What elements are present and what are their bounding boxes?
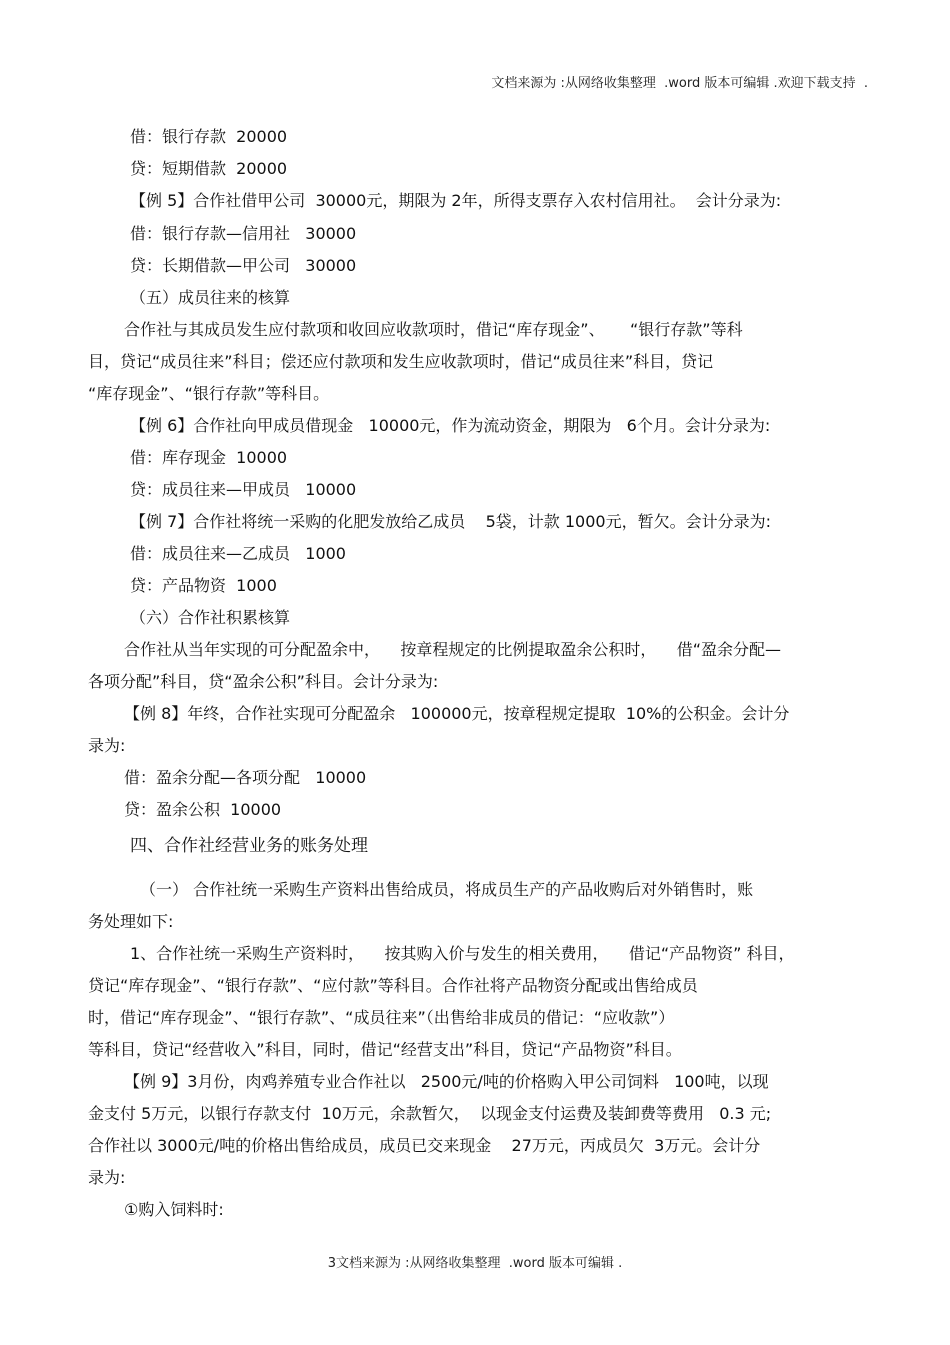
example-5-text: 【例 5】合作社借甲公司 30000元，期限为 2年，所得支票存入农村信用社。 会计分录为: xyxy=(130,191,782,210)
entry-credit-surplus-reserve: 贷：盈余公积 10000 xyxy=(124,800,282,819)
section-6-heading: （六）合作社积累核算 xyxy=(130,608,291,627)
paragraph-line: 等科目，贷记“经营收入”科目，同时，借记“经营支出”科目，贷记“产品物资”科目。 xyxy=(88,1040,682,1059)
paragraph-line: 录为: xyxy=(88,736,126,755)
entry-debit-bank-credit-union: 借：银行存款—信用社 30000 xyxy=(130,224,357,243)
paragraph-line: 合作社以 3000元/吨的价格出售给成员，成员已交来现金 27万元，丙成员欠 3万元。会计分 xyxy=(88,1136,761,1155)
entry-credit-product-materials: 贷：产品物资 1000 xyxy=(130,576,277,595)
paragraph-line: 各项分配”科目，贷“盈余公积”科目。会计分录为: xyxy=(88,672,439,691)
section-4-heading: 四、合作社经营业务的账务处理 xyxy=(130,836,368,856)
paragraph-line: 金支付 5万元，以银行存款支付 10万元，余款暂欠， 以现金支付运费及装卸费等费用 0.3 元; xyxy=(88,1104,772,1123)
example-8-text: 【例 8】年终，合作社实现可分配盈余 100000元，按章程规定提取 10%的公积金。会计分 xyxy=(124,704,790,723)
paragraph-line: 贷记“库存现金”、“银行存款”、“应付款”等科目。合作社将产品物资分配或出售给成员 xyxy=(88,976,698,995)
entry-debit-cash: 借：库存现金 10000 xyxy=(130,448,288,467)
paragraph-line: 合作社从当年实现的可分配盈余中， 按章程规定的比例提取盈余公积时， 借“盈余分配— xyxy=(124,640,781,659)
entry-credit-long-term-loan: 贷：长期借款—甲公司 30000 xyxy=(130,256,357,275)
paragraph-line: 合作社与其成员发生应付款项和收回应收款项时，借记“库存现金”、 “银行存款”等科 xyxy=(124,320,743,339)
section-5-heading: （五）成员往来的核算 xyxy=(130,288,291,307)
page-header: 文档来源为 :从网络收集整理 .word 版本可编辑 .欢迎下载支持 . xyxy=(491,76,868,91)
entry-credit-short-term-loan: 贷：短期借款 20000 xyxy=(130,159,288,178)
paragraph-line: 时，借记“库存现金”、“银行存款”、“成员往来”（出售给非成员的借记：“应收款”） xyxy=(88,1008,675,1027)
paragraph-line: 录为: xyxy=(88,1168,126,1187)
paragraph-line: “库存现金”、“银行存款”等科目。 xyxy=(88,384,330,403)
example-6-text: 【例 6】合作社向甲成员借现金 10000元，作为流动资金，期限为 6个月。会计分录为: xyxy=(130,416,771,435)
example-9-text: 【例 9】3月份，肉鸡养殖专业合作社以 2500元/吨的价格购入甲公司饲料 100吨，以现 xyxy=(124,1072,769,1091)
entry-debit-bank-deposit: 借：银行存款 20000 xyxy=(130,127,288,146)
step-1-purchase-feed: ①购入饲料时: xyxy=(124,1200,224,1219)
entry-credit-member-account: 贷：成员往来—甲成员 10000 xyxy=(130,480,357,499)
paragraph-line: 务处理如下: xyxy=(88,912,174,931)
paragraph-line: 1、合作社统一采购生产资料时， 按其购入价与发生的相关费用， 借记“产品物资” 科目， xyxy=(130,944,795,963)
subsection-1-heading: （一） 合作社统一采购生产资料出售给成员，将成员生产的产品收购后对外销售时，账 xyxy=(140,880,754,899)
paragraph-line: 目，贷记“成员往来”科目；偿还应付款项和发生应收款项时，借记“成员往来”科目，贷记 xyxy=(88,352,714,371)
entry-debit-member-account: 借：成员往来—乙成员 1000 xyxy=(130,544,346,563)
example-7-text: 【例 7】合作社将统一采购的化肥发放给乙成员 5袋，计款 1000元，暂欠。会计分录为: xyxy=(130,512,771,531)
page-footer: 3文档来源为 :从网络收集整理 .word 版本可编辑 . xyxy=(327,1256,623,1271)
entry-debit-surplus-distribution: 借：盈余分配—各项分配 10000 xyxy=(124,768,367,787)
